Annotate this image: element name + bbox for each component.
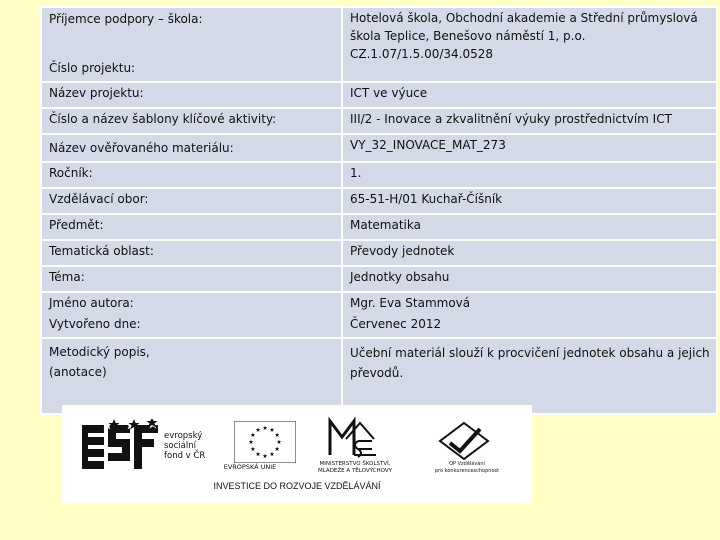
table-row bbox=[41, 134, 717, 162]
table-row bbox=[41, 338, 717, 414]
sponsor-logo-bar bbox=[62, 405, 532, 503]
value-cell: VY_32_INOVACE_MAT_273 bbox=[342, 134, 717, 162]
row-value: Červenec 2012 bbox=[350, 317, 442, 331]
table-row bbox=[41, 188, 717, 214]
op-vk-logo-icon bbox=[438, 421, 490, 461]
label-cell: Ročník: bbox=[41, 162, 342, 188]
project-info-table bbox=[40, 6, 718, 415]
table-row bbox=[41, 292, 717, 338]
value-cell: Převody jednotek bbox=[342, 240, 717, 266]
label-cell: Číslo a název šablony klíčové aktivity: bbox=[41, 108, 342, 134]
table-row bbox=[41, 240, 717, 266]
table-row bbox=[41, 162, 717, 188]
op-caption bbox=[417, 461, 517, 475]
value-cell bbox=[342, 7, 717, 82]
label-cell bbox=[41, 134, 342, 162]
value-cell: Jednotky obsahu bbox=[342, 266, 717, 292]
label-cell: Vzdělávací obor: bbox=[41, 188, 342, 214]
msmt-caption bbox=[300, 461, 410, 475]
table-row bbox=[41, 214, 717, 240]
row-value: Mgr. Eva Stammová bbox=[350, 296, 471, 310]
msmt-line: MINISTERSTVO ŠKOLSTVÍ, bbox=[319, 461, 391, 467]
value-cell: ICT ve výuce bbox=[342, 82, 717, 108]
value-cell: III/2 - Inovace a zkvalitnění výuky prostřednictvím ICT bbox=[342, 108, 717, 134]
slogan-text: INVESTICE DO ROZVOJE VZDĚLÁVÁNÍ bbox=[213, 481, 381, 491]
row-value: CZ.1.07/1.5.00/34.0528 bbox=[350, 47, 494, 61]
label-cell: Název projektu: bbox=[41, 82, 342, 108]
row-label: (anotace) bbox=[49, 365, 107, 379]
table-row bbox=[41, 108, 717, 134]
value-cell: Matematika bbox=[342, 214, 717, 240]
label-cell: Tematická oblast: bbox=[41, 240, 342, 266]
row-value: Hotelová škola, Obchodní akademie a Střední průmyslová škola Teplice, Benešovo náměstí 1, p.o. bbox=[350, 11, 698, 43]
row-label: Vytvořeno dne: bbox=[49, 317, 141, 331]
table-row bbox=[41, 82, 717, 108]
label-cell: Téma: bbox=[41, 266, 342, 292]
esf-line: fond v ČR bbox=[164, 451, 206, 461]
eu-flag-icon bbox=[234, 421, 296, 463]
row-label: Číslo projektu: bbox=[49, 61, 136, 75]
table-row bbox=[41, 7, 717, 82]
value-cell bbox=[342, 292, 717, 338]
esf-caption bbox=[164, 431, 226, 461]
row-label: Název ověřovaného materiálu: bbox=[49, 141, 234, 155]
msmt-line: MLÁDEŽE A TĚLOVÝCHOVY bbox=[318, 468, 392, 474]
op-line: OP Vzdělávání bbox=[449, 461, 485, 467]
esf-line: evropský bbox=[164, 431, 203, 441]
msmt-logo-icon bbox=[324, 415, 380, 461]
table-row bbox=[41, 266, 717, 292]
label-cell: Předmět: bbox=[41, 214, 342, 240]
value-cell: Učební materiál slouží k procvičení jednotek obsahu a jejich převodů. bbox=[342, 338, 717, 414]
row-label: Jméno autora: bbox=[49, 296, 134, 310]
value-cell: 1. bbox=[342, 162, 717, 188]
esf-line: sociální bbox=[164, 441, 196, 451]
label-cell bbox=[41, 338, 342, 414]
value-cell: 65-51-H/01 Kuchař-Číšník bbox=[342, 188, 717, 214]
row-label: Příjemce podpory – škola: bbox=[49, 12, 203, 26]
row-label: Metodický popis, bbox=[49, 345, 150, 359]
eu-caption: EVROPSKÁ UNIE bbox=[223, 463, 277, 471]
label-cell bbox=[41, 292, 342, 338]
label-cell bbox=[41, 7, 342, 82]
op-line: pro konkurenceschopnost bbox=[434, 468, 500, 474]
